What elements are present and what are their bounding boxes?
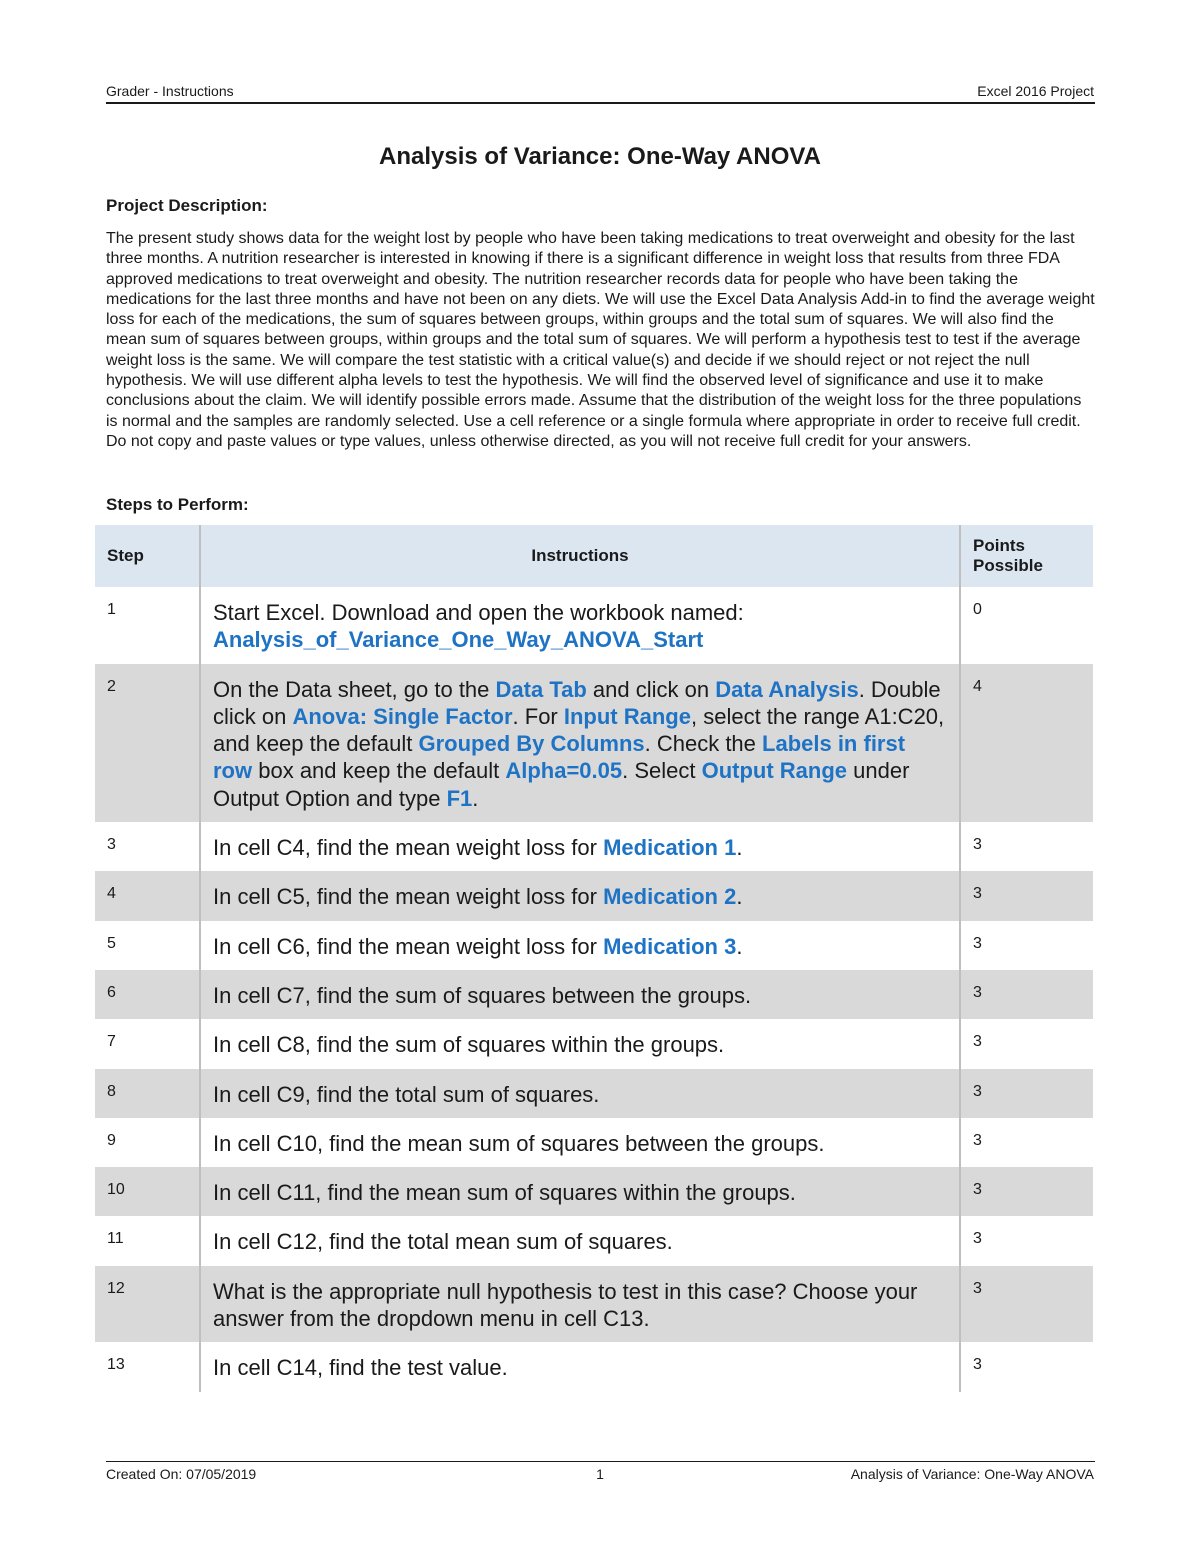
step-points: 3: [960, 1069, 1093, 1118]
project-description-text: The present study shows data for the weight lost by people who have been taking medications to treat overweight and obesity for the last three months. A nutrition researcher is interested in knowing if there is a significant difference in weight loss that results from three FDA approved medications to treat overweight and obesity. The nutrition researcher records data for people who have been taking the medications for the last three months and have not been on any diets. We will use the Excel Data Analysis Add-in to find the average weight loss for each of the medications, the sum of squares between groups, within groups and the total sum of squares. We will also find the mean sum of squares between groups, within groups and the total sum of squares. We will perform a hypothesis test to test if the average weight loss is the same. We will compare the test statistic with a critical value(s) and decide if we should reject or not reject the null hypothesis. We will use different alpha levels to test the hypothesis. We will find the observed level of significance and use it to make conclusions about the claim. We will identify possible errors made. Assume that the distribution of the weight loss for the three populations is normal and the samples are randomly selected. Use a cell reference or a single formula where appropriate in order to receive full credit. Do not copy and paste values or type values, unless otherwise directed, as you will not receive full credit for your answers.: [106, 230, 1095, 450]
instruction-text: under Output Option and type: [213, 758, 910, 811]
step-points: 3: [973, 1131, 982, 1149]
step-number: 8: [95, 1069, 200, 1118]
step-points: 3: [960, 871, 1093, 920]
footer-document-title: Analysis of Variance: One-Way ANOVA: [850, 1466, 1094, 1482]
step-instruction: [200, 1266, 960, 1343]
table-row: [95, 1266, 1093, 1343]
step-number: 13: [107, 1356, 125, 1374]
step-points: 3: [973, 1033, 982, 1051]
step-number: 3: [107, 836, 116, 854]
table-row: [95, 1167, 1093, 1216]
instruction-text: In cell C8, find the sum of squares within the groups.: [213, 1032, 725, 1058]
instruction-text: In cell C9, find the total sum of squares.: [213, 1081, 600, 1107]
step-instruction: [200, 921, 960, 970]
step-number: 9: [107, 1131, 116, 1149]
footer-page-number: 1: [596, 1466, 604, 1482]
step-instruction: [200, 664, 960, 822]
highlighted-term: Output Range: [701, 758, 848, 784]
instruction-text: In cell C10, find the mean sum of squares between the groups.: [213, 1130, 825, 1156]
highlighted-term: Medication 1: [603, 835, 737, 861]
table-row: [95, 871, 1093, 920]
instruction-text: box and keep the default: [252, 758, 506, 784]
instruction-text: and click on: [586, 676, 716, 702]
instruction-text: .: [736, 835, 743, 861]
column-header-points: Points Possible: [960, 525, 1093, 587]
table-row: [95, 1069, 1093, 1118]
step-points: 3: [973, 934, 982, 952]
table-row: [95, 1019, 1093, 1068]
header-divider: [106, 102, 1095, 104]
step-instruction: [200, 822, 960, 871]
step-instruction: [200, 1216, 960, 1265]
column-header-instructions: Instructions: [200, 525, 960, 587]
instruction-text: In cell C11, find the mean sum of squares within the groups.: [213, 1180, 796, 1206]
step-number: 1: [107, 601, 116, 618]
step-instruction: [200, 1019, 960, 1068]
instruction-text: .: [736, 884, 743, 910]
step-instruction: [200, 1069, 960, 1118]
table-row: [95, 970, 1093, 1019]
project-description-heading: Project Description:: [106, 196, 268, 215]
step-number: 4: [95, 871, 200, 920]
instruction-text: . Select: [622, 758, 702, 784]
step-instruction: [200, 1167, 960, 1216]
step-number: 6: [95, 970, 200, 1019]
highlighted-term: Data Tab: [495, 676, 587, 702]
page-header: [106, 83, 1094, 101]
footer-divider: [106, 1461, 1095, 1462]
column-header-step: Step: [95, 525, 200, 587]
step-instruction: [200, 587, 960, 664]
highlighted-term: Medication 2: [603, 884, 737, 910]
instruction-text: In cell C4, find the mean weight loss for: [213, 835, 604, 861]
instruction-text: In cell C6, find the mean weight loss for: [213, 933, 604, 959]
instruction-text: In cell C12, find the total mean sum of squares.: [213, 1229, 673, 1255]
step-points: 3: [973, 1356, 982, 1374]
instruction-text: .: [472, 785, 479, 811]
table-row: [95, 822, 1093, 871]
step-number: 5: [107, 934, 116, 952]
instruction-text: .: [736, 933, 743, 959]
step-number: 7: [107, 1033, 116, 1051]
table-header-row: [95, 525, 1093, 587]
highlighted-term: Data Analysis: [715, 676, 859, 702]
step-points: 3: [973, 1230, 982, 1248]
highlighted-term: Grouped By Columns: [418, 731, 645, 757]
page-title: Analysis of Variance: One-Way ANOVA: [379, 143, 821, 170]
step-points: 3: [960, 1266, 1093, 1343]
highlighted-term: Anova: Single Factor: [292, 703, 513, 729]
instruction-text: In cell C14, find the test value.: [213, 1355, 508, 1381]
step-points: 4: [960, 664, 1093, 822]
instruction-text: On the Data sheet, go to the: [213, 676, 496, 702]
step-number: 11: [107, 1230, 124, 1248]
steps-heading: Steps to Perform:: [106, 495, 249, 514]
instruction-text: . Double click on: [213, 676, 941, 729]
header-left: Grader - Instructions: [106, 83, 234, 99]
highlighted-term: Medication 3: [603, 933, 737, 959]
instruction-text: . Check the: [644, 731, 763, 757]
highlighted-term: Alpha=0.05: [505, 758, 623, 784]
highlighted-term: Input Range: [563, 703, 691, 729]
highlighted-term: Analysis_of_Variance_One_Way_ANOVA_Start: [213, 627, 704, 653]
footer-created-on: Created On: 07/05/2019: [106, 1466, 257, 1482]
step-instruction: [200, 1118, 960, 1167]
table-row: [95, 587, 1093, 664]
step-number: 2: [95, 664, 200, 822]
step-instruction: [200, 970, 960, 1019]
header-right: Excel 2016 Project: [977, 83, 1094, 99]
table-row: [95, 1118, 1093, 1167]
step-instruction: [200, 871, 960, 920]
instruction-text: , select the range A1:C20, and keep the default: [213, 703, 945, 757]
step-points: 3: [960, 1167, 1093, 1216]
instruction-text: Start Excel. Download and open the workbook named:: [213, 600, 744, 625]
table-row: [95, 921, 1093, 970]
instruction-text: What is the appropriate null hypothesis to test in this case? Choose your answer from the dropdown menu in cell C13.: [213, 1278, 918, 1332]
table-row: [95, 1342, 1093, 1391]
steps-table: [95, 525, 1093, 1392]
instruction-text: In cell C5, find the mean weight loss for: [213, 884, 604, 910]
table-row: [95, 664, 1093, 822]
highlighted-term: F1: [446, 785, 473, 811]
instruction-text: . For: [512, 703, 564, 729]
step-number: 10: [95, 1167, 200, 1216]
step-points: 0: [973, 601, 982, 618]
step-points: 3: [973, 836, 982, 854]
steps-table-body: [95, 587, 1093, 1392]
step-number: 12: [95, 1266, 200, 1343]
page-footer: [106, 1466, 1094, 1482]
step-points: 3: [960, 970, 1093, 1019]
step-instruction: [200, 1342, 960, 1391]
highlighted-term: Labels in first row: [213, 731, 906, 784]
instruction-text: In cell C7, find the sum of squares between the groups.: [213, 982, 752, 1008]
table-row: [95, 1216, 1093, 1265]
